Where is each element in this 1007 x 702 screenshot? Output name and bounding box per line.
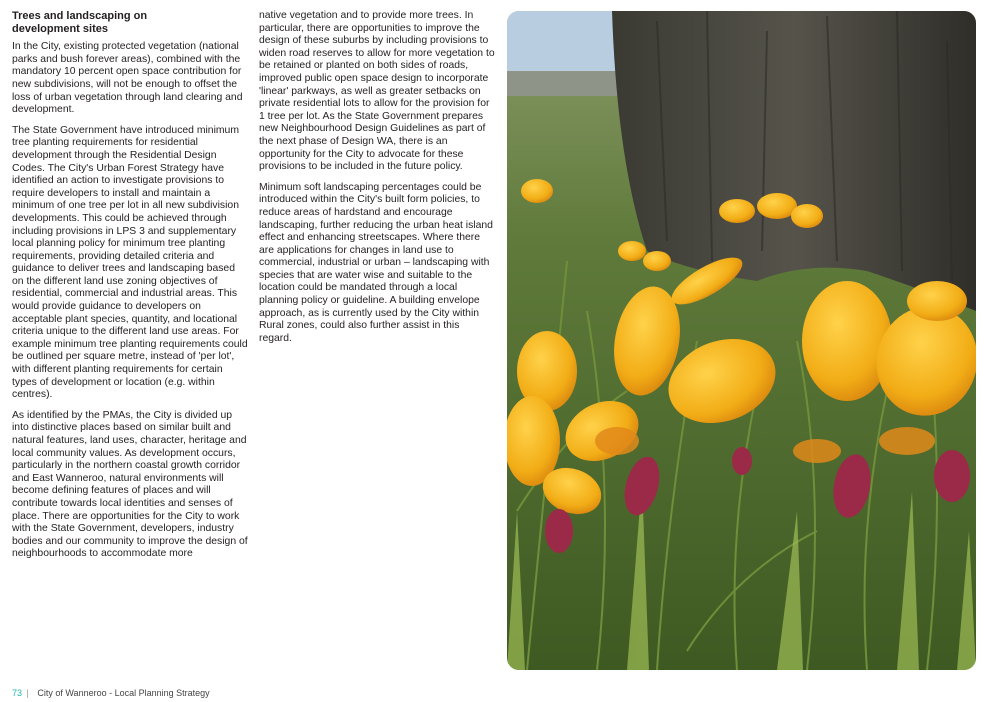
- text-column-right: [259, 10, 495, 353]
- paragraph: The State Government have introduced minimum tree planting requirements for residential development through the Residential Design Codes. The City's Urban Forest Strategy have identified an action to investigate provisions to require developers to install and maintain a minimum of one tree per lot in all new subdivision developments. This could be achieved through including provisions in LPS 3 and supplementary local planning policy for minimum tree planting requirements, providing detailed criteria and guidance to deliver trees and landscaping based on the different land use zoning objectives of residential, commercial and industrial areas. This would provide guidance to developers on acceptable plant species, quantity, and locational criteria unique to the different land use areas. For example minimum tree planting requirements could be outlined per square metre, instead of 'per lot', with different planting requirements for certain types of development or location (e.g. within centres).: [12, 124, 248, 401]
- page-number: 73: [12, 688, 23, 698]
- paragraph: Minimum soft landscaping percentages could be introduced within the City's built form policies, to reduce areas of hardstand and encourage landscaping, further reducing the urban heat island effect and enhancing streetscapes. Where there are applications for changes in land use to commercial, industrial or urban – landscaping with species that are water wise and suitable to the location could be mandated through a local planning policy or guideline. A building envelope approach, as is currently used by the City within Rural zones, could also further assist in this regard.: [259, 181, 493, 344]
- footer-separator: |: [26, 688, 29, 698]
- orchid-photo-illustration: [507, 11, 976, 670]
- page-footer: [12, 688, 210, 698]
- paragraph: In the City, existing protected vegetation (national parks and bush forever areas), combined with the mandatory 10 percent open space contribution for new subdivisions, will not be enough to offset the loss of urban vegetation through land clearing and development.: [12, 41, 243, 116]
- paragraph: As identified by the PMAs, the City is divided up into distinctive places based on similar built and natural features, land uses, character, heritage and local community values. As development occurs, particularly in the northern coastal growth corridor and East Wanneroo, natural environments will become defining features of places and will contribute towards local identities and senses of place. There are opportunities for the City to work with the State Government, developers, industry bodies and our community to improve the design of neighbourhoods to accommodate more: [12, 409, 248, 560]
- orchid-photo: [507, 11, 976, 670]
- section-heading: Trees and landscaping on development sites: [12, 10, 148, 35]
- document-title: City of Wanneroo - Local Planning Strategy: [37, 688, 210, 698]
- paragraph: native vegetation and to provide more trees. In particular, there are opportunities to improve the design of these suburbs by including provisions to widen road reserves to allow for more vegetation to be retained or planted on both sides of roads, improved public open space design to incorporate 'linear' parkways, as well as greater setbacks on private residential lots to allow for the provision for 1 tree per lot. As the State Government prepares new Neighbourhood Design Guidelines as part of the next phase of Design WA, there is an opportunity for the City to advocate for these provisions to be included in the future policy.: [259, 10, 495, 173]
- text-column-left: [12, 10, 248, 569]
